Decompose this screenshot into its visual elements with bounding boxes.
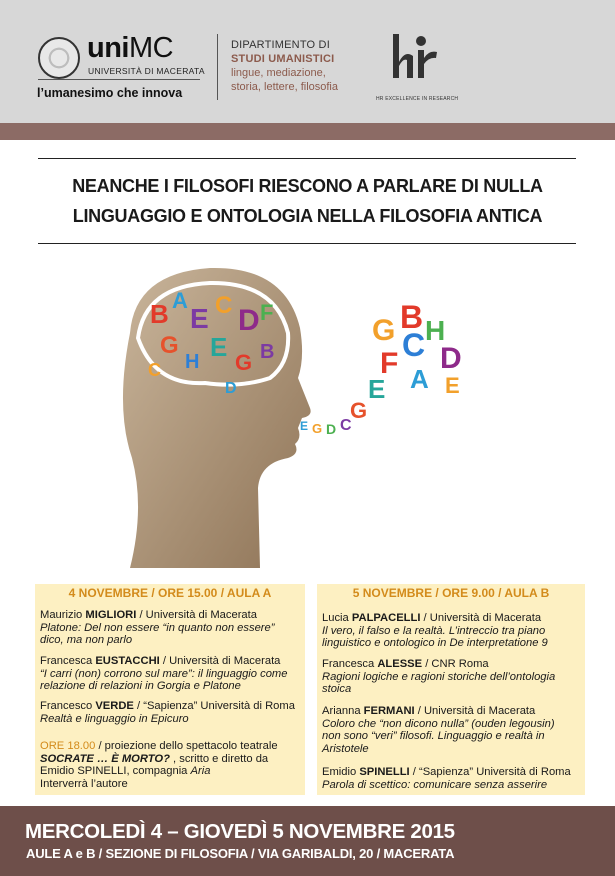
speaker-last-name: MIGLIORI	[85, 609, 137, 621]
speaker-last-name: VERDE	[95, 700, 134, 712]
speaker-last-name: SPINELLI	[359, 766, 410, 778]
speaker-last-name: FERMANI	[363, 705, 415, 717]
speaker-line	[322, 766, 584, 779]
svg-text:B: B	[150, 299, 169, 329]
unimc-logo	[87, 33, 173, 63]
speaker-line	[40, 655, 305, 668]
company-label: , compagnia	[126, 765, 191, 778]
speaker-last-name: PALPACELLI	[351, 612, 421, 624]
day2-heading: 5 NOVEMBRE / ORE 9.00 / AULA B	[352, 586, 550, 600]
speaker-last-name: ALESSE	[377, 658, 423, 670]
svg-text:D: D	[238, 304, 260, 337]
svg-text:E: E	[210, 332, 228, 362]
day2-talk-4	[322, 766, 584, 791]
speaker-affiliation: / CNR Roma	[422, 658, 489, 670]
svg-text:B: B	[400, 299, 424, 335]
event-line-1	[40, 740, 305, 753]
event-line-2	[40, 753, 305, 766]
day1-talk-3	[40, 700, 305, 725]
dept-line-4: storia, lettere, filosofia	[231, 81, 338, 93]
company-name: Aria	[190, 765, 211, 778]
talk-title: Realtà e linguaggio in Epicuro	[40, 712, 189, 725]
svg-text:E: E	[445, 373, 460, 398]
svg-text:D: D	[440, 342, 462, 375]
talk-title: Il vero, il falso e la realtà. L’intreccio tra piano	[322, 624, 546, 637]
speaker-first-name: Emidio	[322, 766, 360, 778]
day1-evening-event	[40, 740, 305, 790]
talk-title-cont: dico, ma non parlo	[40, 634, 133, 647]
speaker-first-name: Francesca	[40, 655, 96, 667]
speaker-affiliation: / “Sapienza” Università di Roma	[133, 700, 295, 712]
day1-heading: 4 NOVEMBRE / ORE 15.00 / AULA A	[68, 586, 272, 600]
event-dates: MERCOLEDÌ 4 – GIOVEDÌ 5 NOVEMBRE 2015	[25, 820, 455, 843]
talk-title: Parola di scettico: comunicare senza asserire	[322, 778, 548, 791]
talk-title-cont: stoica	[322, 683, 352, 696]
talk-title: Platone: Del non essere “in quanto non essere”	[40, 621, 275, 634]
svg-text:G: G	[235, 350, 253, 375]
dept-line-3: lingue, mediazione,	[231, 67, 326, 79]
author-first-name: Emidio	[40, 765, 78, 778]
svg-text:H: H	[425, 315, 446, 346]
svg-text:G: G	[350, 398, 368, 423]
event-venue: AULE A e B / SEZIONE DI FILOSOFIA / VIA GARIBALDI, 20 / MACERATA	[26, 846, 455, 861]
head-letters-illustration	[110, 258, 490, 568]
university-motto: l’umanesimo che innova	[37, 86, 183, 100]
event-line-3	[40, 765, 305, 778]
title-line-2: LINGUAGGIO E ONTOLOGIA NELLA FILOSOFIA ANTICA	[72, 206, 543, 226]
speaker-affiliation: / “Sapienza” Università di Roma	[409, 766, 571, 778]
show-title: SOCRATE … È MORTO?	[40, 752, 170, 765]
speaker-first-name: Lucia	[322, 612, 352, 624]
speaker-first-name: Francesco	[40, 700, 96, 712]
logo-rest: MC	[129, 32, 174, 64]
svg-text:E: E	[190, 303, 209, 334]
show-credit: , scritto e diretto da	[169, 752, 269, 765]
svg-text:G: G	[160, 332, 179, 359]
dept-line-2: STUDI UMANISTICI	[231, 53, 335, 65]
svg-text:E: E	[300, 419, 309, 433]
speaker-first-name: Arianna	[322, 705, 364, 717]
speaker-first-name: Francesca	[322, 658, 378, 670]
svg-text:C: C	[148, 360, 161, 380]
title-line-1: NEANCHE I FILOSOFI RIESCONO A PARLARE DI NULLA	[72, 176, 543, 196]
talk-title: Coloro che “non dicono nulla” (ouden legousin)	[322, 717, 555, 730]
talk-title-cont-2: Aristotele	[322, 742, 369, 755]
svg-text:E: E	[368, 374, 386, 404]
day2-talk-2	[322, 658, 584, 696]
svg-text:G: G	[312, 421, 323, 436]
svg-text:C: C	[402, 327, 426, 363]
speaker-first-name: Maurizio	[40, 609, 86, 621]
talk-title-cont: relazione di relazioni in Gorgia e Platone	[40, 680, 241, 693]
speaker-line	[322, 705, 584, 718]
day2-talk-3	[322, 705, 584, 755]
speaker-line	[322, 612, 584, 625]
svg-text:B: B	[260, 341, 275, 363]
svg-text:D: D	[326, 421, 337, 437]
hr-excellence-caption: HR EXCELLENCE IN RESEARCH	[376, 96, 459, 102]
speaker-affiliation: / Università di Macerata	[420, 612, 542, 624]
dept-line-1: DIPARTIMENTO DI	[231, 39, 330, 51]
speaker-line	[322, 658, 584, 671]
speaker-last-name: EUSTACCHI	[95, 655, 160, 667]
svg-text:A: A	[172, 288, 188, 313]
logo-underline	[38, 79, 200, 80]
svg-text:F: F	[260, 300, 274, 325]
talk-title: Ragioni logiche e ragioni storiche dell’ontologia	[322, 670, 556, 683]
svg-text:C: C	[340, 417, 352, 434]
speaker-line	[40, 700, 305, 713]
event-description: / proiezione dello spettacolo teatrale	[95, 740, 278, 752]
author-last-name: SPINELLI	[77, 765, 127, 778]
talk-title: “I carri (non) corrono sul mare”: il linguaggio come	[40, 667, 288, 680]
logo-bold: uni	[87, 32, 129, 64]
svg-text:F: F	[380, 347, 399, 380]
speaker-line	[40, 609, 305, 622]
event-time: ORE 18.00	[40, 740, 96, 752]
university-name: UNIVERSITÀ DI MACERATA	[88, 66, 205, 76]
speech-letters	[300, 299, 462, 437]
svg-text:C: C	[215, 292, 233, 319]
svg-text:A: A	[410, 364, 429, 394]
event-note: Interverrà l’autore	[40, 777, 128, 790]
svg-text:G: G	[372, 314, 396, 347]
talk-title-cont: non sono “veri” filosofi. Linguaggio e realtà in	[322, 730, 545, 743]
day1-talk-2	[40, 655, 305, 693]
department-block	[231, 38, 338, 94]
university-seal-icon	[38, 37, 80, 79]
talk-title-cont: linguistico e ontologico in De interpretatione 9	[322, 637, 548, 650]
day2-talk-1	[322, 612, 584, 650]
title-rule-bottom	[38, 243, 576, 244]
header-divider-bar	[0, 123, 615, 140]
hr-excellence-logo-icon	[391, 32, 446, 87]
svg-text:D: D	[225, 380, 237, 397]
svg-text:H: H	[185, 351, 200, 373]
speaker-affiliation: / Università di Macerata	[159, 655, 281, 667]
speaker-affiliation: / Università di Macerata	[136, 609, 257, 621]
speaker-affiliation: / Università di Macerata	[414, 705, 536, 717]
day1-talk-1	[40, 609, 305, 647]
title-rule-top	[38, 158, 576, 159]
header-vertical-divider	[217, 34, 218, 100]
